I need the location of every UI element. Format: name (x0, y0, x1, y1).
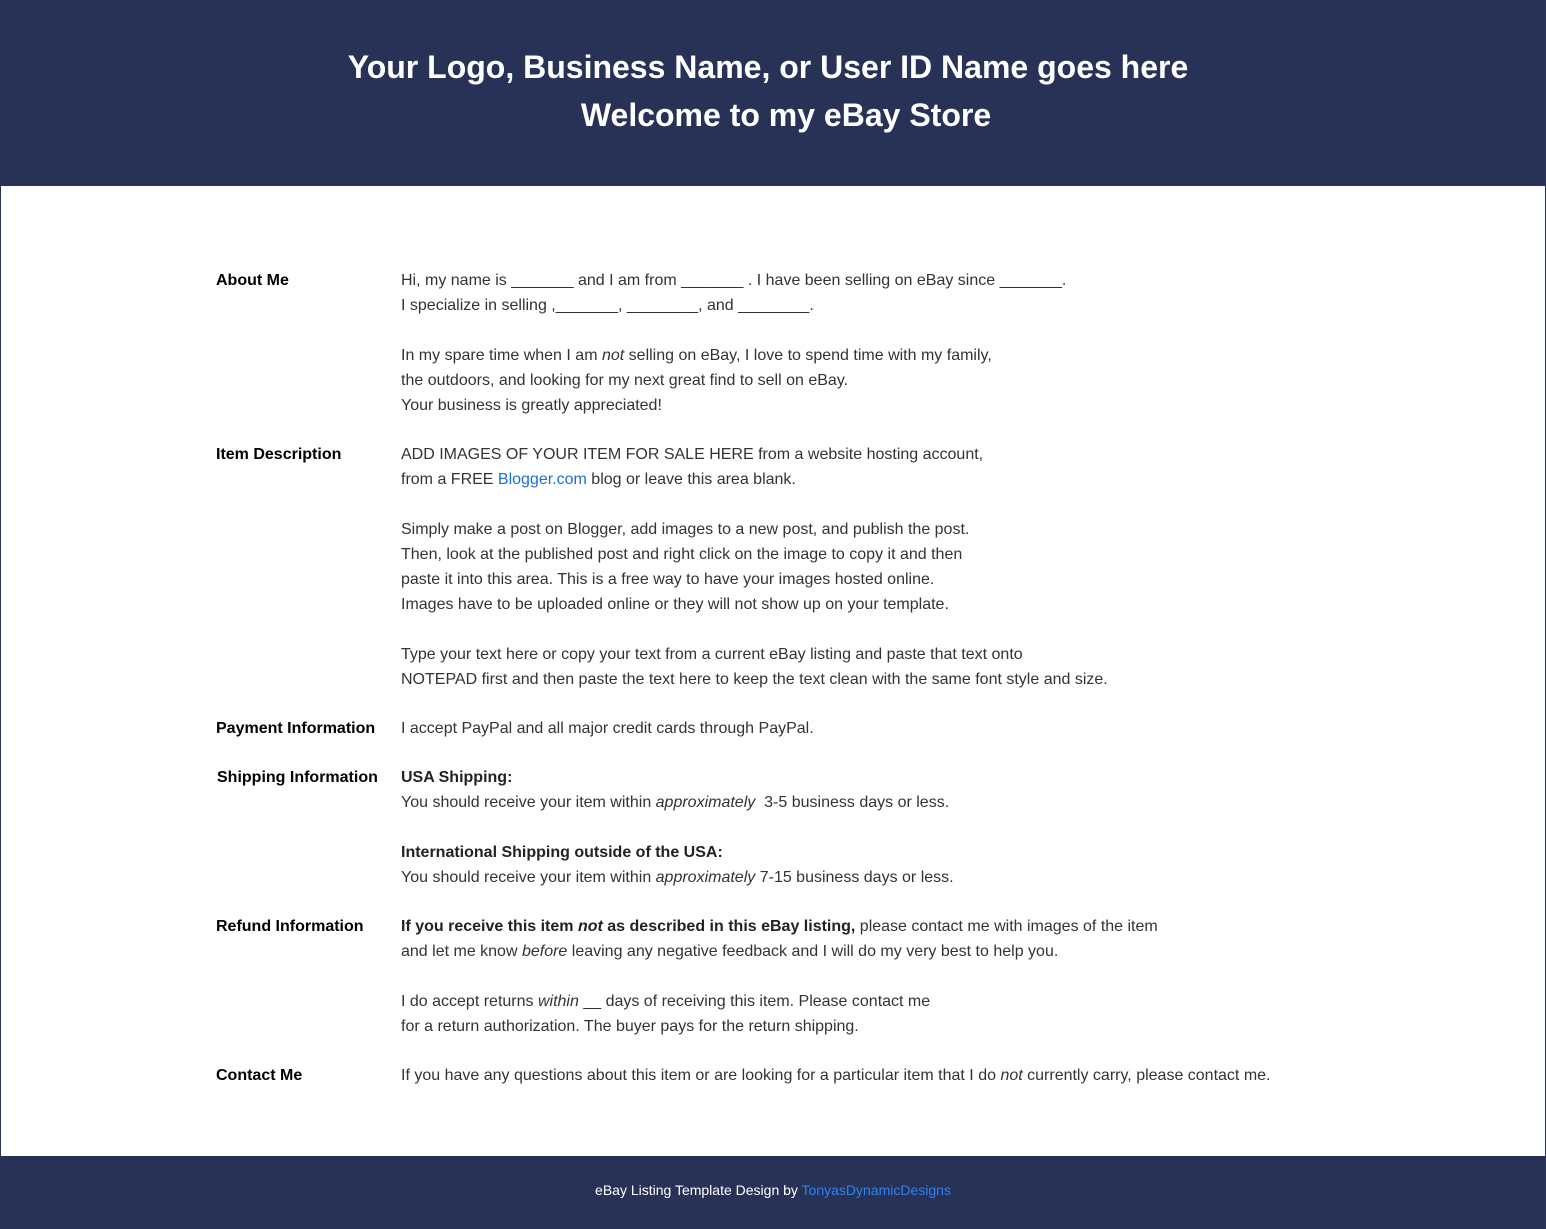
section-refund (216, 914, 1336, 1039)
text-line: the outdoors, and looking for my next great find to sell on eBay. (401, 372, 849, 389)
section-body-about (401, 268, 1336, 418)
header-banner (1, 0, 1545, 186)
footer-credit-text: eBay Listing Template Design by (595, 1182, 802, 1198)
text-line: International Shipping outside of the USA: (401, 844, 723, 861)
section-contact (216, 1063, 1336, 1088)
blogger-link[interactable]: Blogger.com (497, 471, 587, 488)
footer-designer-link[interactable]: TonyasDynamicDesigns (801, 1182, 951, 1198)
section-label-item: Item Description (216, 446, 342, 463)
section-label-payment: Payment Information (216, 720, 376, 737)
text-line: USA Shipping: (401, 769, 513, 786)
content-area (216, 268, 1336, 1112)
text-line: paste it into this area. This is a free way to have your images hosted online. (401, 571, 935, 588)
text-line: Hi, my name is _______ and I am from _______ . I have been selling on eBay since _______. (401, 272, 1067, 289)
text-line: Type your text here or copy your text from a current eBay listing and paste that text onto (401, 646, 1023, 663)
text-line: In my spare time when I am not selling on eBay, I love to spend time with my family, (401, 347, 992, 364)
section-body-payment (401, 716, 1336, 741)
text-line: You should receive your item within approximately 7-15 business days or less. (401, 869, 954, 886)
text-line: for a return authorization. The buyer pays for the return shipping. (401, 1018, 859, 1035)
section-body-contact (401, 1063, 1336, 1088)
text-line: Your business is greatly appreciated! (401, 397, 662, 414)
footer-bar (1, 1156, 1545, 1229)
text-line: I specialize in selling ,_______, ________, and ________. (401, 297, 814, 314)
section-item (216, 442, 1336, 692)
text-line: Simply make a post on Blogger, add images to a new post, and publish the post. (401, 521, 970, 538)
text-line: ADD IMAGES OF YOUR ITEM FOR SALE HERE from a website hosting account, (401, 446, 984, 463)
section-shipping (216, 765, 1336, 890)
text-line: Then, look at the published post and right click on the image to copy it and then (401, 546, 963, 563)
section-label-shipping: Shipping Information (217, 769, 378, 786)
section-about (216, 268, 1336, 418)
text-line: If you have any questions about this item or are looking for a particular item that I do not currently carry, please contact me. (401, 1067, 1271, 1084)
text-line: I accept PayPal and all major credit cards through PayPal. (401, 720, 814, 737)
header-title: Your Logo, Business Name, or User ID Name goes here (347, 49, 1189, 85)
text-line: If you receive this item not as described in this eBay listing, please contact me with images of the item (401, 918, 1158, 935)
header-subtitle: Welcome to my eBay Store (580, 97, 992, 133)
section-body-refund (401, 914, 1336, 1039)
text-line: Images have to be uploaded online or they will not show up on your template. (401, 596, 949, 613)
section-label-about: About Me (216, 272, 289, 289)
text-line: I do accept returns within __ days of receiving this item. Please contact me (401, 993, 931, 1010)
text-line: and let me know before leaving any negative feedback and I will do my very best to help you. (401, 943, 1059, 960)
section-label-refund: Refund Information (216, 918, 364, 935)
section-payment (216, 716, 1336, 741)
section-body-shipping (401, 765, 1336, 890)
text-line: NOTEPAD first and then paste the text here to keep the text clean with the same font style and size. (401, 671, 1108, 688)
section-body-item (401, 442, 1336, 692)
text-line: from a FREE Blogger.com blog or leave this area blank. (401, 471, 796, 488)
text-line: You should receive your item within approximately 3-5 business days or less. (401, 794, 950, 811)
section-label-contact: Contact Me (216, 1067, 303, 1084)
